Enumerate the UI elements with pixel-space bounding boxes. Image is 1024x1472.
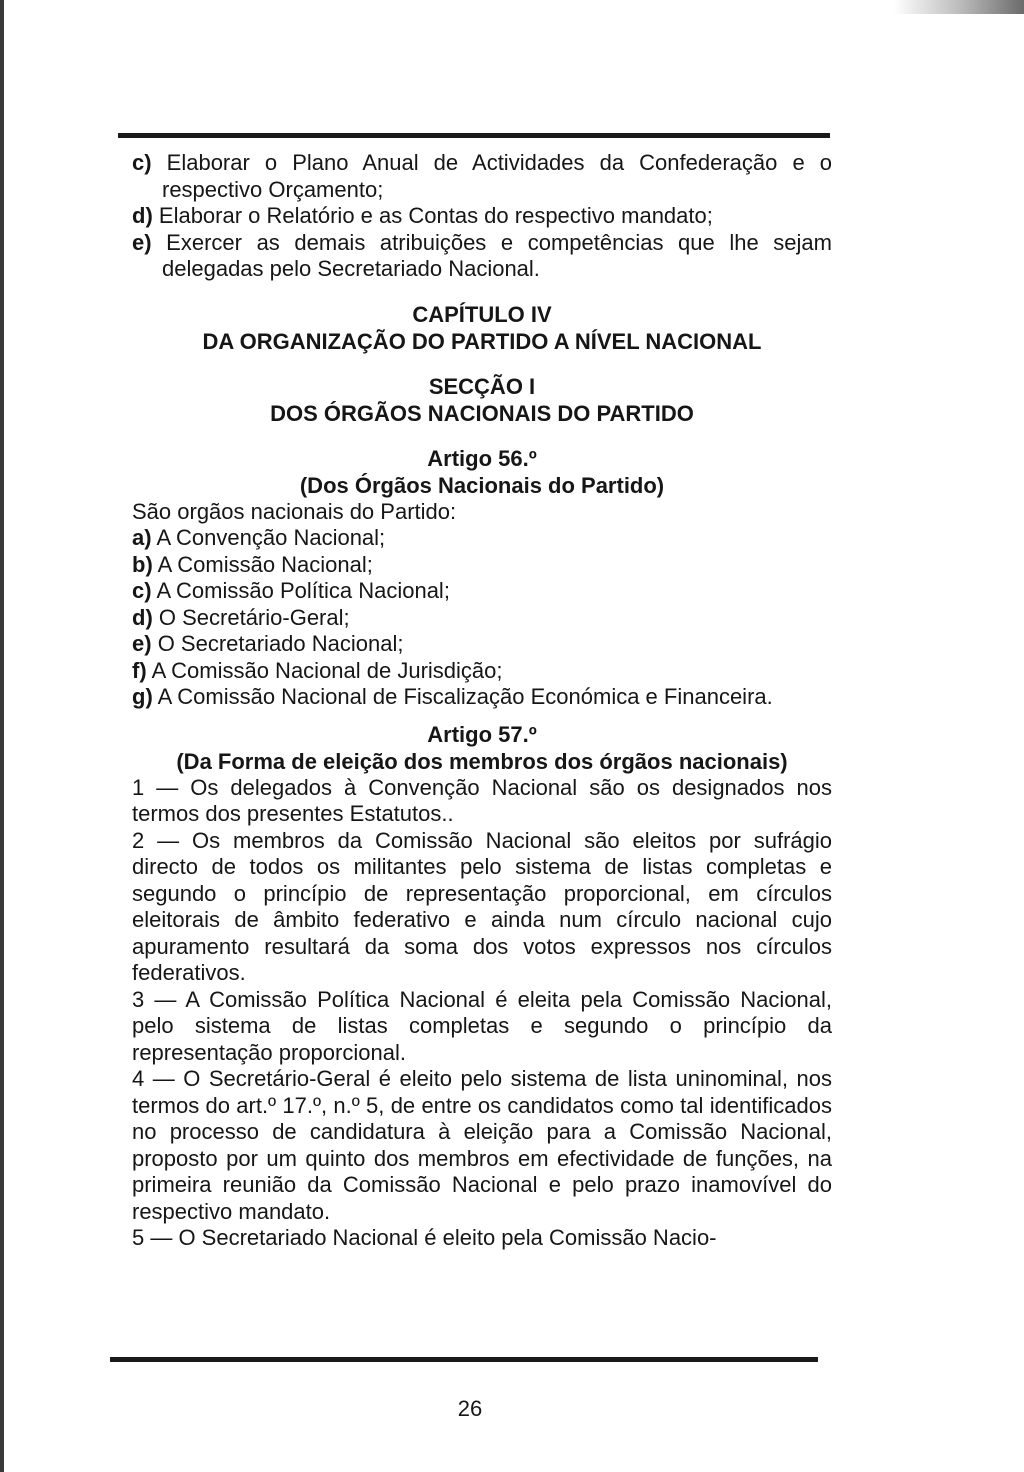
list-item: a) A Convenção Nacional; (132, 525, 386, 550)
article-57-title: Artigo 57.º (427, 721, 537, 747)
list-item: e) Exercer as demais atribuições e competências que lhe sejam delegadas pelo Secretariado Nacional. (132, 229, 832, 281)
chapter-title: CAPÍTULO IV (412, 301, 552, 327)
list-item: e) O Secretariado Nacional; (132, 631, 404, 656)
paragraph: 2 — Os membros da Comissão Nacional são eleitos por sufrágio directo de todos os militantes pelo sistema de listas completas e segundo o princípio de representação proporcional, em círculos eleitorais de âmbito federativo e ainda num círculo nacional cujo apuramento resultará da soma dos votos expressos nos círculos federativos. (132, 827, 832, 985)
paragraph: 4 — O Secretário-Geral é eleito pelo sistema de lista uninominal, nos termos do art.º 17.º, n.º 5, de entre os candidatos como tal identificados no processo de candidatura à eleição para a Comissão Nacional, proposto por um quinto dos membros em efectividade de funções, na primeira reunião da Comissão Nacional e pelo prazo inamovível do respectivo mandato. (132, 1066, 832, 1224)
list-item: b) A Comissão Nacional; (132, 551, 373, 577)
page-number: 26 (457, 1396, 483, 1421)
article-56-intro: São orgãos nacionais do Partido: (132, 498, 457, 524)
bottom-rule (110, 1357, 818, 1362)
scan-edge-top (894, 0, 1024, 14)
article-56-subtitle: (Dos Órgãos Nacionais do Partido) (299, 472, 665, 498)
article-56-title: Artigo 56.º (427, 445, 537, 471)
list-item: c) A Comissão Política Nacional; (132, 578, 450, 603)
scan-edge-left (0, 0, 4, 1472)
list-item: g) A Comissão Nacional de Fiscalização Económica e Financeira. (132, 684, 773, 709)
list-item: d) Elaborar o Relatório e as Contas do respectivo mandato; (132, 203, 713, 228)
chapter-subtitle: DA ORGANIZAÇÃO DO PARTIDO A NÍVEL NACIONAL (202, 328, 762, 354)
page-content (132, 150, 832, 1252)
list-item: d) O Secretário-Geral; (132, 604, 350, 630)
list-item: c) Elaborar o Plano Anual de Actividades da Confederação e o respectivo Orçamento; (132, 150, 832, 202)
list-item: f) A Comissão Nacional de Jurisdição; (132, 657, 503, 683)
paragraph: 1 — Os delegados à Convenção Nacional são os designados nos termos dos presentes Estatutos.. (132, 774, 832, 826)
paragraph: 3 — A Comissão Política Nacional é eleita pela Comissão Nacional, pelo sistema de listas completas e segundo o princípio da representação proporcional. (132, 986, 832, 1065)
document-page (110, 0, 830, 1472)
article-57-subtitle: (Da Forma de eleição dos membros dos órgãos nacionais) (176, 748, 788, 774)
section-title: SECÇÃO I (428, 373, 536, 399)
section-subtitle: DOS ÓRGÃOS NACIONAIS DO PARTIDO (270, 400, 694, 426)
top-list (132, 150, 832, 283)
article-56-list (132, 525, 832, 711)
article-57-body (132, 775, 832, 1252)
top-rule (118, 133, 830, 138)
paragraph: 5 — O Secretariado Nacional é eleito pela Comissão Nacio- (132, 1225, 717, 1250)
